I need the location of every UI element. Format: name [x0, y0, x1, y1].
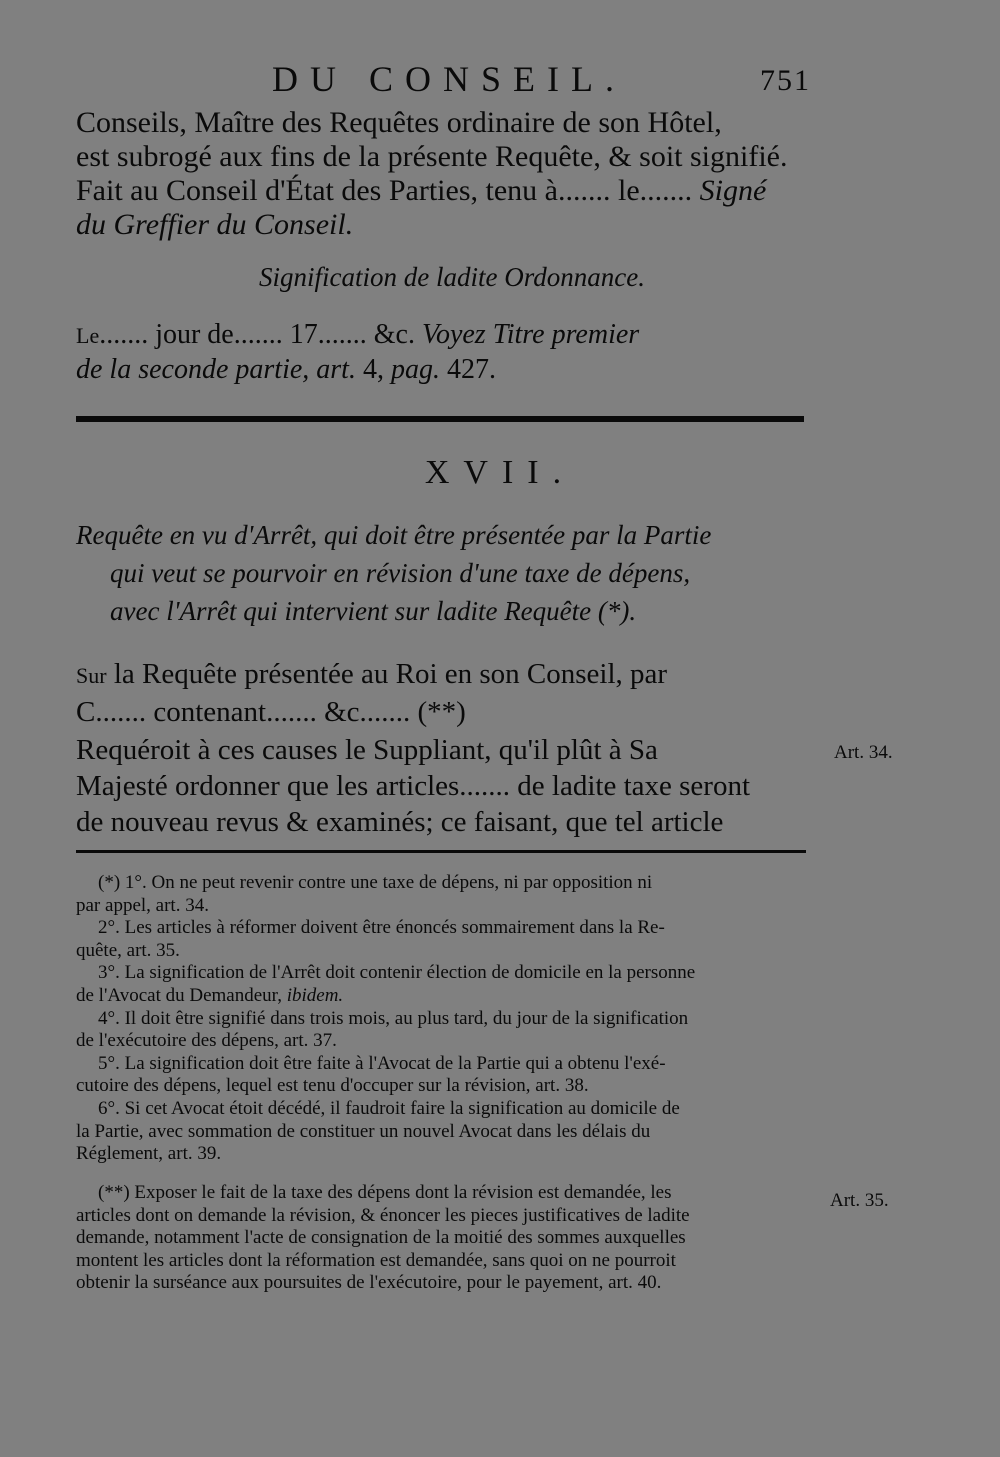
footnote-item: 5°. La signification doit être faite à l'Avocat de la Partie qui a obtenu l'exé- cutoire des dépens, lequel est tenu d'occuper sur la révision, art. 38. [76, 1052, 666, 1097]
footnotes-single [76, 872, 808, 1166]
footnote-item: (*) 1°. On ne peut revenir contre une taxe de dépens, ni par opposition ni par appel, art. 34. [76, 872, 653, 916]
margin-note-art-34: Art. 34. [834, 742, 893, 763]
footnote-item: 3°. La signification de l'Arrêt doit contenir élection de domicile en la personne de l'Avocat du Demandeur, ibidem. [76, 962, 696, 1006]
paragraph-signification: Le....... jour de....... 17....... &c. Voyez Titre premier de la seconde partie, art. 4, pag. 427. [76, 319, 640, 385]
section-number: XVII. [424, 454, 576, 491]
footnote-item: 6°. Si cet Avocat étoit décédé, il faudroit faire la signification au domicile de la Partie, avec sommation de constituer un nouvel Avocat dans les délais du Réglement, art. 39. [76, 1097, 680, 1165]
paragraph-requete: Sur la Requête présentée au Roi en son Conseil, par C....... contenant....... &c....... (**) [76, 658, 668, 728]
signification-heading: Signification de ladite Ordonnance. [259, 262, 645, 292]
footnote-double-asterisk: (**) Exposer le fait de la taxe des dépens dont la révision est demandée, les articles dont on demande la révision, & énoncer les pieces justificatives de ladite demande, notamment l'acte de consignation de la moitié des sommes auxquelles montent les articles dont la réformation est demandée, sans quoi on ne pourroit obtenir la surséance aux poursuites de l'exécutoire, pour le payement, art. 40. [76, 1182, 690, 1294]
page-header [0, 58, 1000, 98]
margin-note-art-35: Art. 35. [830, 1190, 889, 1211]
footnote-item: 2°. Les articles à réformer doivent être énoncés sommairement dans la Re- quête, art. 35. [76, 917, 665, 961]
paragraph-requeroit: Requéroit à ces causes le Suppliant, qu'il plût à Sa Majesté ordonner que les articles....... de ladite taxe seront de nouveau revus & examinés; ce faisant, que tel article [76, 734, 751, 838]
footnote-divider [76, 850, 806, 853]
footnote-item: 4°. Il doit être signifié dans trois mois, au plus tard, du jour de la signification de l'exécutoire des dépens, art. 37. [76, 1007, 689, 1052]
page-number: 751 [760, 64, 811, 97]
running-title: DU CONSEIL. [272, 59, 626, 99]
section-divider [76, 416, 804, 422]
paragraph-ordonnance: Conseils, Maître des Requêtes ordinaire de son Hôtel, est subrogé aux fins de la présente Requête, & soit signifié. Fait au Conseil d'État des Parties, tenu à....... le....... Signé du Greffier du Conseil. [76, 106, 788, 241]
request-title: Requête en vu d'Arrêt, qui doit être présentée par la Partie qui veut se pourvoir en révision d'une taxe de dépens, avec l'Arrêt qui intervient sur ladite Requête (*). [76, 520, 712, 626]
